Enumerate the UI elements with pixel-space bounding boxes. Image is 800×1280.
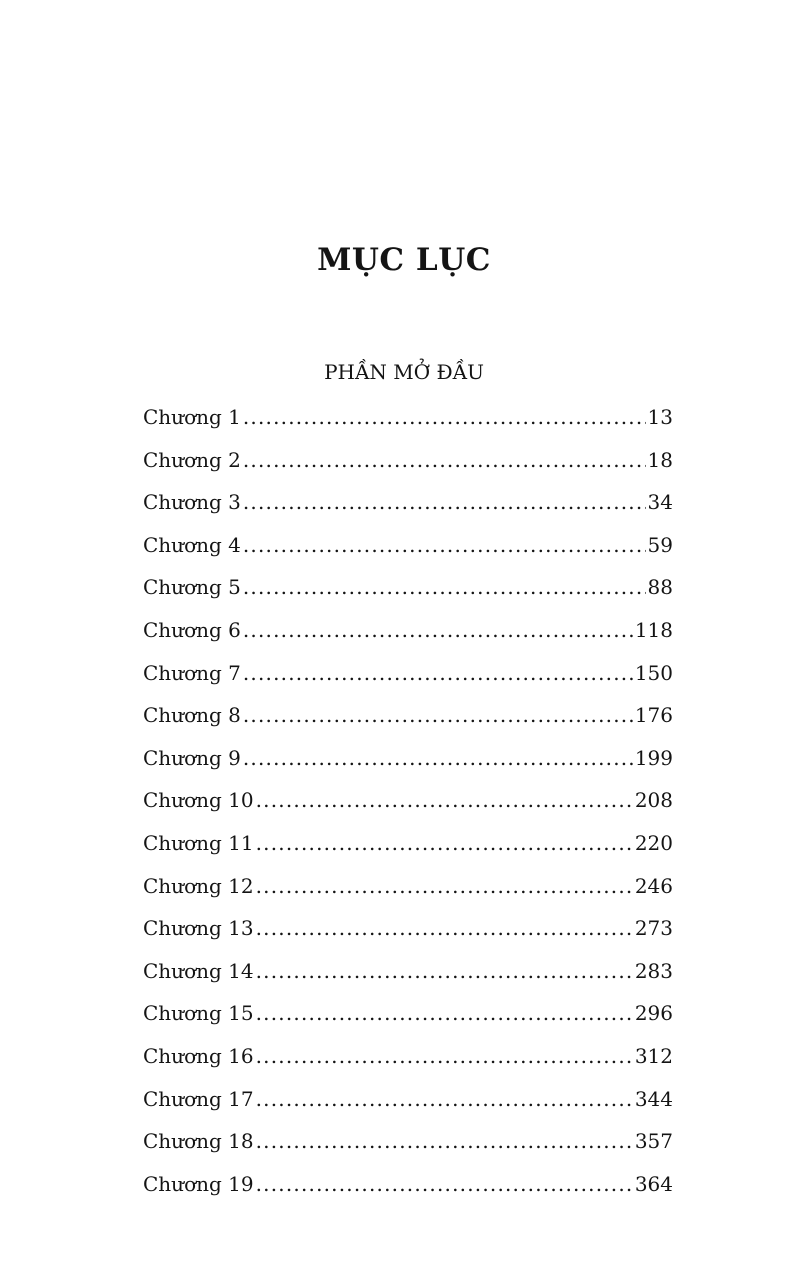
dot-leader xyxy=(256,779,633,822)
dot-leader xyxy=(256,865,633,908)
dot-leader xyxy=(243,524,646,567)
toc-entry-label: Chương 19 xyxy=(143,1171,254,1196)
toc-entry xyxy=(143,609,673,652)
dot-leader xyxy=(256,822,633,865)
toc-entry-label: Chương 11 xyxy=(143,830,254,855)
dot-leader xyxy=(256,950,633,993)
dot-leader xyxy=(256,907,633,950)
toc-entry-label: Chương 13 xyxy=(143,916,254,941)
toc-entry-label: Chương 9 xyxy=(143,745,241,770)
toc-entry-label: Chương 10 xyxy=(143,788,254,813)
toc-entry xyxy=(143,566,673,609)
dot-leader xyxy=(243,396,646,439)
toc-entry-label: Chương 17 xyxy=(143,1086,254,1111)
dot-leader xyxy=(243,652,633,695)
toc-entry xyxy=(143,524,673,567)
dot-leader xyxy=(256,1035,633,1078)
toc-entry xyxy=(143,439,673,482)
toc-entry-page: 59 xyxy=(647,532,673,557)
toc-entry-page: 34 xyxy=(647,490,673,515)
page-title: MỤC LỤC xyxy=(317,242,491,278)
toc-entry xyxy=(143,1120,673,1163)
toc-entry-label: Chương 18 xyxy=(143,1129,254,1154)
toc-entry-page: 176 xyxy=(634,703,673,728)
toc-entry xyxy=(143,907,673,950)
toc-entry xyxy=(143,1163,673,1206)
dot-leader xyxy=(243,439,646,482)
toc-entry-page: 344 xyxy=(634,1086,673,1111)
toc-entry xyxy=(143,652,673,695)
toc-entry-page: 150 xyxy=(634,660,673,685)
dot-leader xyxy=(256,992,633,1035)
dot-leader xyxy=(243,737,633,780)
toc-entry xyxy=(143,992,673,1035)
toc-entry-label: Chương 14 xyxy=(143,958,254,983)
dot-leader xyxy=(243,694,633,737)
toc-entry xyxy=(143,737,673,780)
toc-entry xyxy=(143,1035,673,1078)
dot-leader xyxy=(243,481,646,524)
toc-entry-page: 118 xyxy=(634,617,673,642)
toc-entry-page: 246 xyxy=(634,873,673,898)
toc-entry-label: Chương 3 xyxy=(143,490,241,515)
toc-entry-page: 364 xyxy=(634,1171,673,1196)
dot-leader xyxy=(256,1163,633,1206)
toc-entry xyxy=(143,396,673,439)
toc-entry-label: Chương 5 xyxy=(143,575,241,600)
toc-entry xyxy=(143,481,673,524)
toc-entry-page: 357 xyxy=(634,1129,673,1154)
toc-entry-page: 13 xyxy=(647,405,673,429)
toc-entry xyxy=(143,865,673,908)
toc-entry-label: Chương 8 xyxy=(143,703,241,728)
toc-entry-page: 220 xyxy=(634,830,673,855)
toc-entry xyxy=(143,1078,673,1121)
toc-entry-page: 208 xyxy=(634,788,673,813)
toc-entry xyxy=(143,950,673,993)
toc-entry-page: 283 xyxy=(634,958,673,983)
dot-leader xyxy=(256,1078,633,1121)
toc-entry-label: Chương 6 xyxy=(143,617,241,642)
toc-entry-label: Chương 16 xyxy=(143,1043,254,1068)
toc-entry-label: Chương 2 xyxy=(143,447,241,472)
toc-entry xyxy=(143,779,673,822)
dot-leader xyxy=(243,609,633,652)
toc-entry-page: 312 xyxy=(634,1043,673,1068)
toc-entry-page: 273 xyxy=(634,916,673,941)
toc-entry-label: Chương 15 xyxy=(143,1001,254,1026)
toc-entry-label: Chương 1 xyxy=(143,405,241,429)
toc-entry-label: Chương 12 xyxy=(143,873,254,898)
table-of-contents xyxy=(143,396,673,1205)
dot-leader xyxy=(256,1120,633,1163)
toc-entry-page: 296 xyxy=(634,1001,673,1026)
toc-entry-label: Chương 7 xyxy=(143,660,241,685)
dot-leader xyxy=(243,566,646,609)
toc-entry xyxy=(143,822,673,865)
toc-entry-page: 199 xyxy=(634,745,673,770)
section-heading: PHẦN MỞ ĐẦU xyxy=(324,360,484,384)
toc-entry xyxy=(143,694,673,737)
toc-entry-label: Chương 4 xyxy=(143,532,241,557)
toc-entry-page: 18 xyxy=(647,447,673,472)
toc-entry-page: 88 xyxy=(647,575,673,600)
